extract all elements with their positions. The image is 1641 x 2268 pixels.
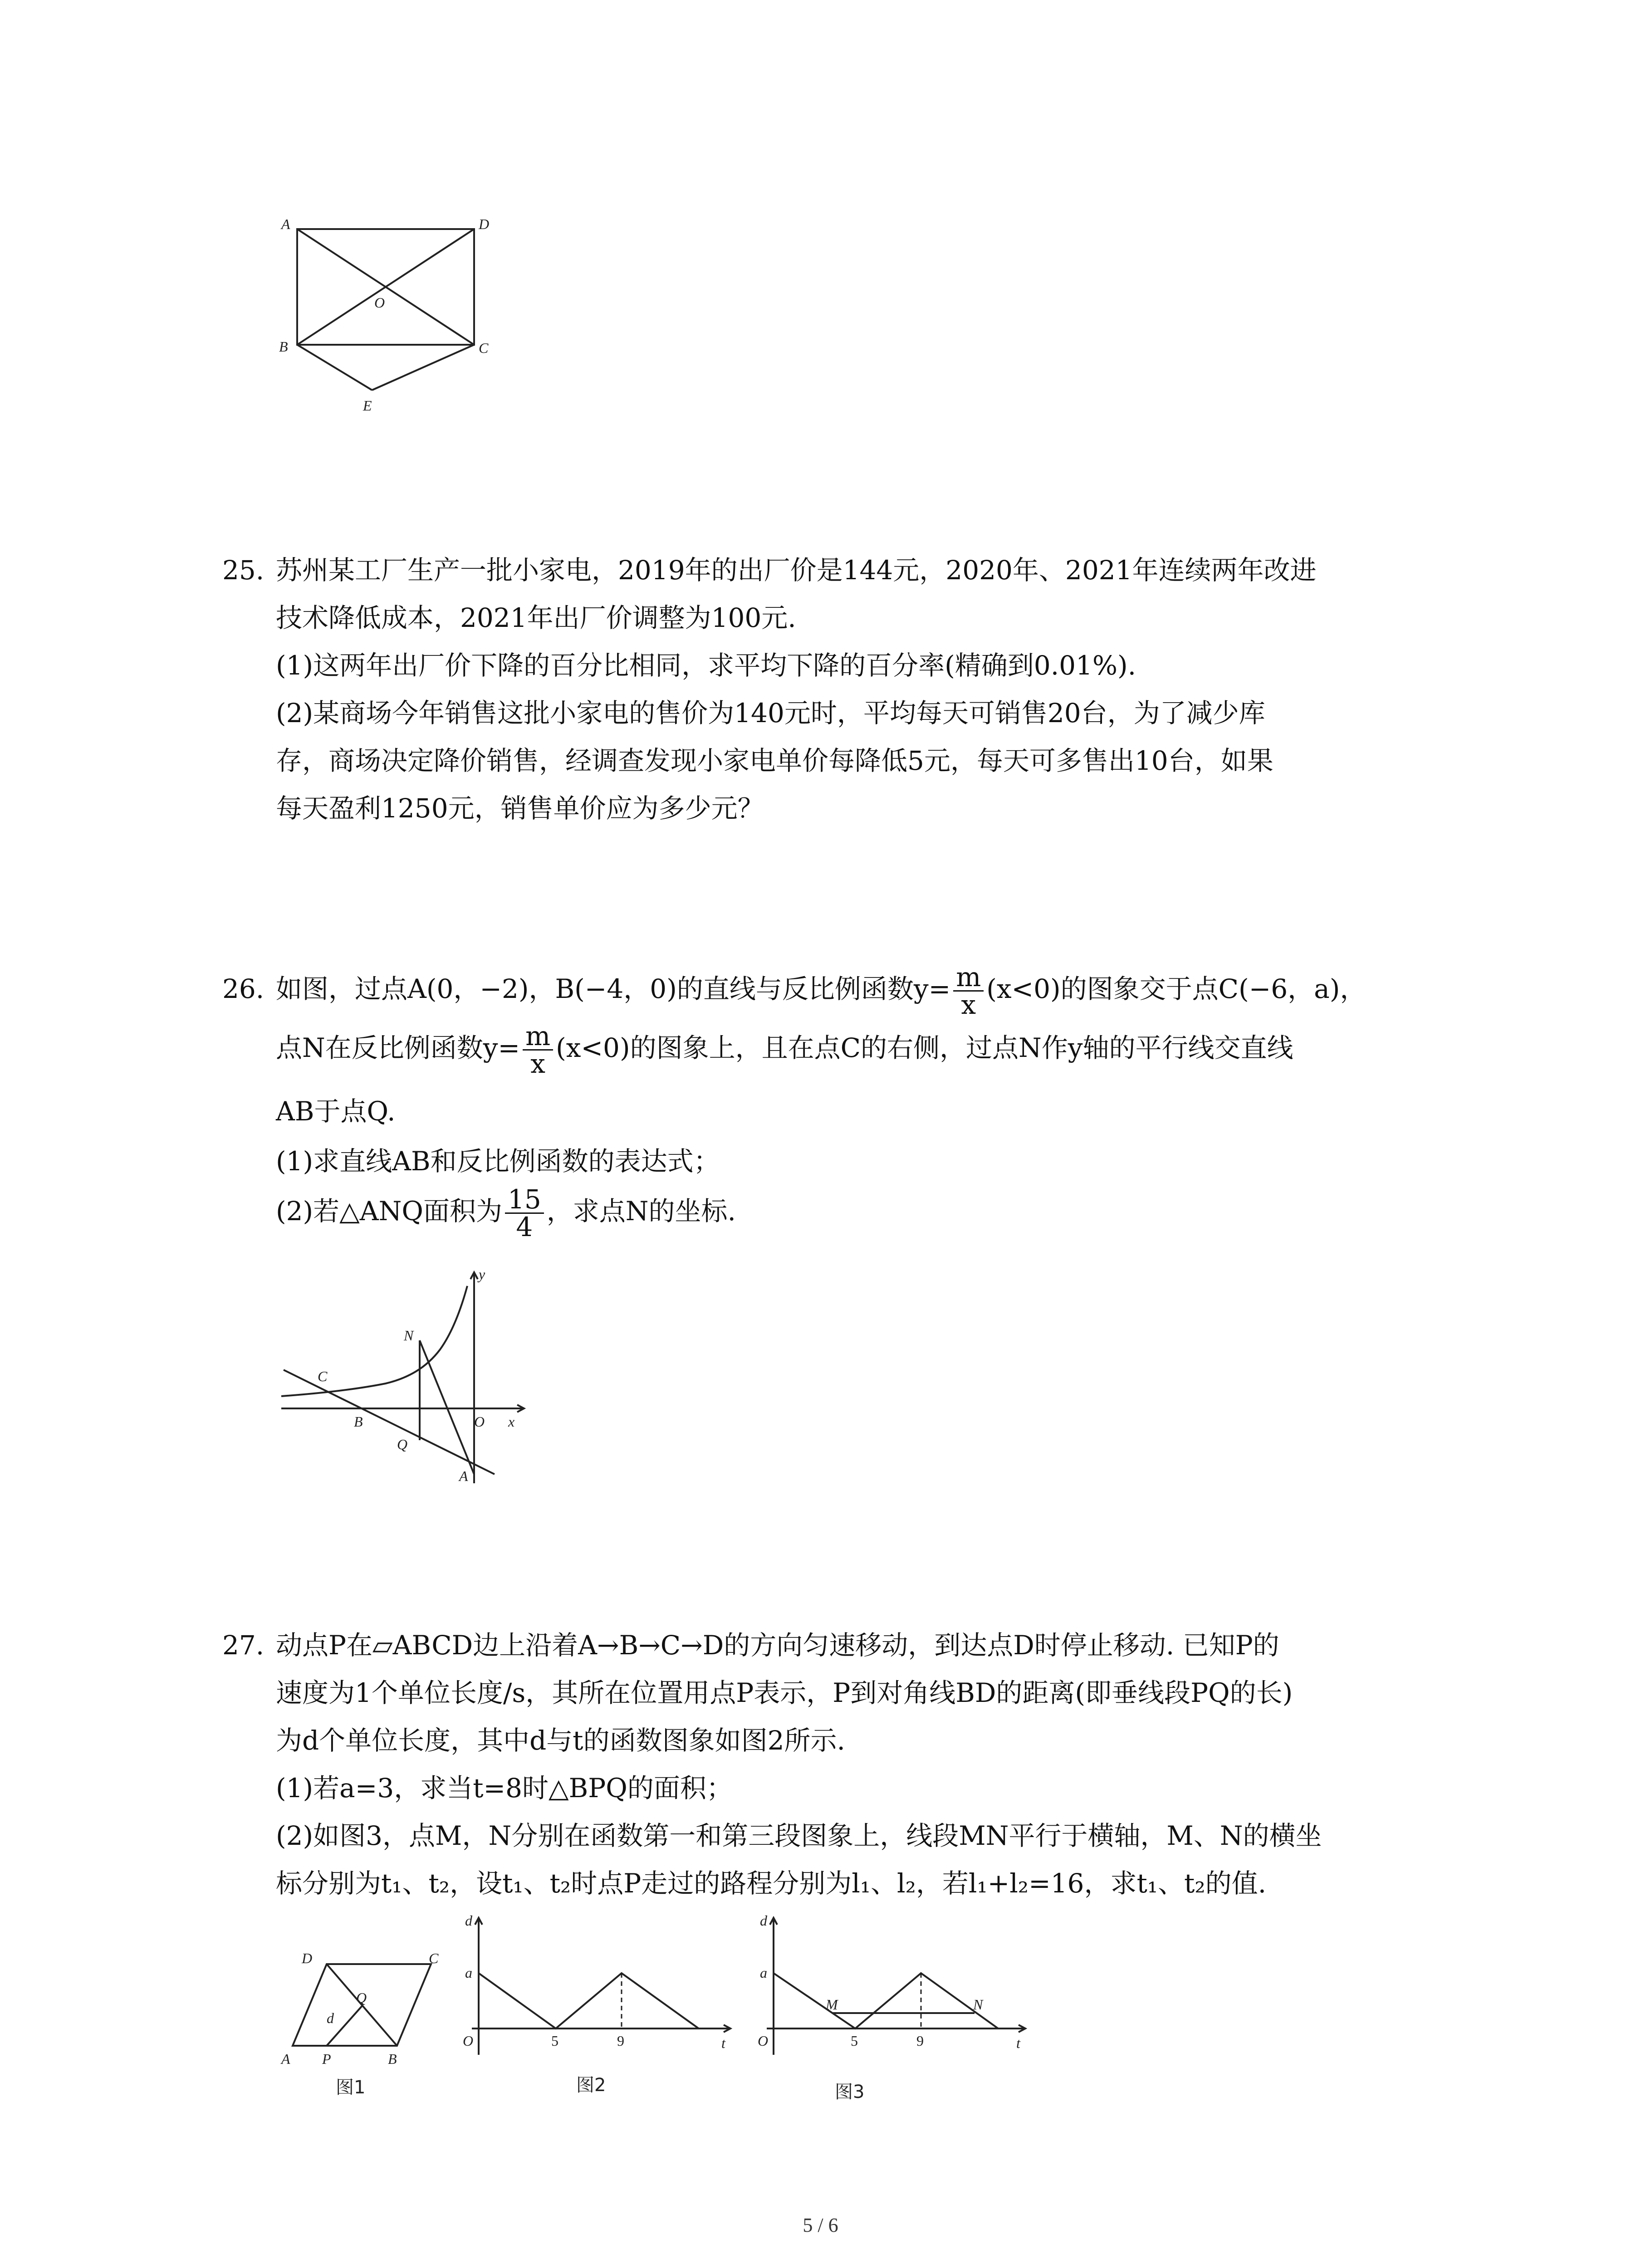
q27-line1: 动点P在▱ABCD边上沿着A→B→C→D的方向匀速移动，到达点D时停止移动. 已知P的	[276, 1630, 1279, 1661]
fig26-label-q: Q	[397, 1436, 408, 1452]
q26-part2-b: ，求点N的坐标.	[546, 1196, 736, 1227]
q26-line1-b: (x<0)的图象交于点C(−6，a)，	[986, 973, 1367, 1004]
fig1-label-d: D	[302, 1950, 313, 1966]
fig2-label-a: a	[465, 1965, 472, 1981]
q27-line3: 为d个单位长度，其中d与t的函数图象如图2所示.	[276, 1725, 845, 1756]
q27-figure-1-caption: 图1	[336, 2077, 366, 2098]
fig24-label-c: C	[479, 340, 489, 356]
q26-figure	[272, 1261, 554, 1533]
q26-fraction-3: $\frac{15}{4}$	[505, 1186, 544, 1240]
page-number: 5 / 6	[803, 2214, 838, 2236]
q27-figure-2-caption: 图2	[576, 2075, 606, 2096]
q25-number: 25.	[222, 555, 265, 586]
q27-figure-2	[454, 1910, 744, 2073]
q26-line2-a: 点N在反比例函数y=	[276, 1032, 520, 1063]
fig26-label-c: C	[318, 1368, 328, 1384]
fig1-label-p: P	[322, 2051, 331, 2067]
fig1-label-a: A	[281, 2051, 290, 2067]
fig3-label-m: M	[826, 1996, 838, 2013]
question-25	[222, 547, 1447, 832]
fig3-tick-5: 5	[851, 2033, 858, 2049]
fig26-label-x: x	[508, 1413, 515, 1430]
fig24-label-e: E	[363, 397, 372, 414]
fig2-tick-5: 5	[551, 2033, 558, 2049]
question-27	[222, 1622, 1447, 1907]
q24-figure	[272, 209, 526, 426]
q26-fraction-1: $\frac{m}{x}$	[953, 964, 984, 1018]
fig2-label-o: O	[463, 2033, 474, 2049]
fig24-label-d: D	[479, 216, 490, 232]
q25-part2-b: 存，商场决定降价销售，经调查发现小家电单价每降低5元，每天可多售出10台，如果	[276, 745, 1274, 776]
q26-part2-a: (2)若△ANQ面积为	[276, 1196, 502, 1227]
question-26	[222, 964, 1447, 1250]
fig3-label-t: t	[1016, 2035, 1020, 2051]
q25-line2: 技术降低成本，2021年出厂价调整为100元.	[276, 602, 796, 633]
fig1-label-b: B	[388, 2051, 397, 2067]
q26-part1: (1)求直线AB和反比例函数的表达式；	[276, 1146, 720, 1177]
fig26-label-b: B	[354, 1413, 363, 1430]
fig2-label-t: t	[721, 2035, 725, 2051]
q27-figure-3	[749, 1910, 1039, 2082]
fig3-label-a: a	[760, 1965, 767, 1981]
fig2-label-d: d	[465, 1912, 472, 1929]
fig1-label-c: C	[429, 1950, 439, 1966]
q25-part2-a: (2)某商场今年销售这批小家电的售价为140元时，平均每天可销售20台，为了减少库	[276, 698, 1265, 728]
fig24-label-b: B	[279, 338, 288, 355]
fig24-label-a: A	[281, 216, 290, 232]
q26-line3: AB于点Q.	[276, 1096, 396, 1127]
q25-line1: 苏州某工厂生产一批小家电，2019年的出厂价是144元，2020年、2021年连续两年改进	[276, 555, 1317, 586]
q26-line2-b: (x<0)的图象上，且在点C的右侧，过点N作y轴的平行线交直线	[556, 1032, 1293, 1063]
fig3-label-n: N	[973, 1996, 983, 2013]
q26-line1-a: 如图，过点A(0，−2)，B(−4，0)的直线与反比例函数y=	[276, 973, 951, 1004]
q25-part1: (1)这两年出厂价下降的百分比相同，求平均下降的百分率(精确到0.01%).	[276, 650, 1136, 681]
fig26-label-y: y	[479, 1266, 485, 1282]
fig26-label-o: O	[474, 1413, 485, 1430]
q25-part2-c: 每天盈利1250元，销售单价应为多少元？	[276, 793, 764, 824]
q27-part1: (1)若a=3，求当t=8时△BPQ的面积；	[276, 1773, 733, 1804]
q26-number: 26.	[222, 973, 265, 1004]
q26-fraction-2: $\frac{m}{x}$	[523, 1023, 553, 1077]
fig3-label-d: d	[760, 1912, 767, 1929]
fig2-tick-9: 9	[617, 2033, 624, 2049]
fig26-label-n: N	[404, 1327, 414, 1344]
fig1-label-q: Q	[356, 1989, 367, 2006]
q27-part2-a: (2)如图3，点M，N分别在函数第一和第三段图象上，线段MN平行于横轴，M、N的横坐	[276, 1820, 1322, 1851]
fig1-label-d-small: d	[327, 2010, 334, 2026]
q27-figure-3-caption: 图3	[835, 2082, 865, 2102]
q27-figure-1	[277, 1946, 449, 2068]
q27-number: 27.	[222, 1630, 265, 1661]
fig3-label-o: O	[758, 2033, 769, 2049]
q27-line2: 速度为1个单位长度/s，其所在位置用点P表示，P到对角线BD的距离(即垂线段PQ的长)	[276, 1677, 1293, 1708]
fig24-label-o: O	[374, 294, 385, 311]
fig3-tick-9: 9	[916, 2033, 924, 2049]
fig26-label-a: A	[459, 1468, 468, 1484]
q27-part2-b: 标分别为t₁、t₂，设t₁、t₂时点P走过的路程分别为l₁、l₂，若l₁+l₂=16，求t₁、t₂的值.	[276, 1868, 1267, 1899]
